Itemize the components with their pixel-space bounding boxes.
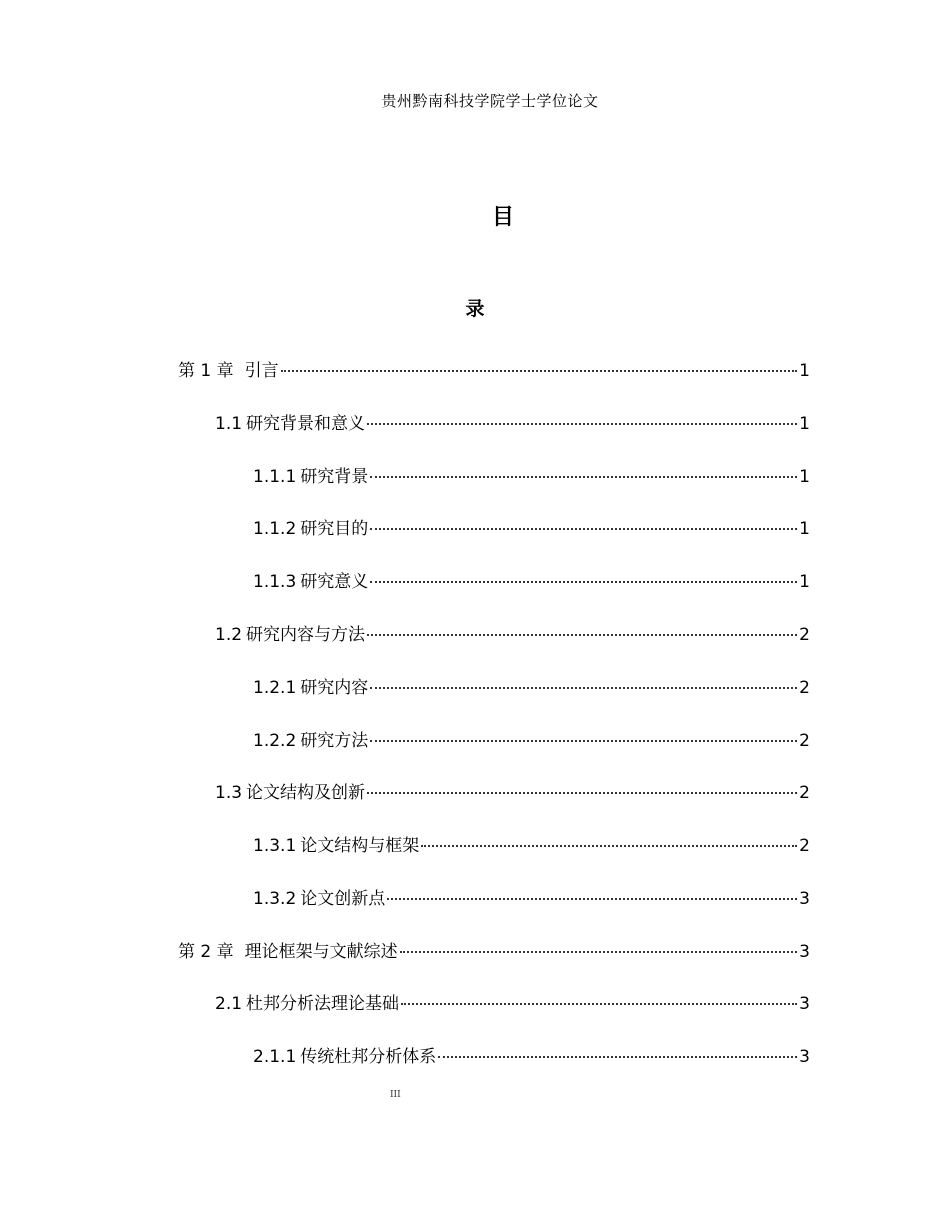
toc-entry-1-2-2[interactable] <box>253 726 810 752</box>
toc-entry-label: 研究背景和意义 <box>246 414 366 434</box>
toc-entry-1-3-2[interactable] <box>253 884 810 910</box>
toc-entry-page: 3 <box>799 994 810 1014</box>
toc-entry-number: 1.2 <box>215 625 243 645</box>
toc-entry-label: 论文结构及创新 <box>246 783 366 803</box>
toc-entry-number: 2.1.1 <box>253 1047 297 1067</box>
toc-entry-page: 1 <box>799 414 810 434</box>
toc-entry-page: 2 <box>799 625 810 645</box>
toc-entry-page: 2 <box>799 678 810 698</box>
toc-title-line2: 录 <box>465 298 485 320</box>
toc-entry-label: 理论框架与文献综述 <box>244 942 398 962</box>
toc-leader-dots <box>367 633 797 636</box>
running-header: 贵州黔南科技学院学士学位论文 <box>381 92 599 110</box>
toc-title-line1: 目 <box>491 205 514 230</box>
toc-leader-dots <box>370 527 797 530</box>
toc-entry-number: 1.2.2 <box>253 731 297 751</box>
toc-entry-number: 1.1.2 <box>253 519 297 539</box>
toc-entry-1-2[interactable] <box>215 620 810 646</box>
toc-entry-number: 1.3.2 <box>253 889 297 909</box>
toc-leader-dots <box>401 1002 797 1005</box>
toc-entry-label: 论文创新点 <box>300 889 386 909</box>
toc-entry-1-1-2[interactable] <box>253 514 810 540</box>
toc-leader-dots <box>421 844 797 847</box>
toc-leader-dots <box>370 686 797 689</box>
toc-entry-chapter-2[interactable] <box>178 937 810 963</box>
toc-entry-page: 2 <box>799 783 810 803</box>
toc-entry-chapter-1[interactable] <box>178 356 810 382</box>
toc-leader-dots <box>387 897 797 900</box>
toc-entry-1-1-1[interactable] <box>253 462 810 488</box>
toc-leader-dots <box>370 580 797 583</box>
toc-entry-label: 研究意义 <box>300 572 369 592</box>
toc-entry-label: 研究内容与方法 <box>246 625 366 645</box>
toc-entry-number: 第 1 章 <box>178 361 234 381</box>
toc-entry-label: 论文结构与框架 <box>300 836 420 856</box>
toc-entry-number: 1.1.1 <box>253 467 297 487</box>
toc-entry-label: 杜邦分析法理论基础 <box>246 994 400 1014</box>
toc-entry-number: 1.3.1 <box>253 836 297 856</box>
toc-entry-page: 3 <box>799 889 810 909</box>
toc-leader-dots <box>370 739 797 742</box>
toc-entry-page: 1 <box>799 467 810 487</box>
toc-entry-label: 研究背景 <box>300 467 369 487</box>
toc-entry-2-1[interactable] <box>215 989 810 1015</box>
toc-entry-page: 1 <box>799 519 810 539</box>
toc-entry-page: 3 <box>799 942 810 962</box>
toc-entry-label: 传统杜邦分析体系 <box>300 1047 437 1067</box>
toc-entry-page: 2 <box>799 731 810 751</box>
toc-entry-label: 研究方法 <box>300 731 369 751</box>
toc-entry-page: 1 <box>799 361 810 381</box>
toc-entry-number: 1.1 <box>215 414 243 434</box>
page-number: III <box>390 1090 401 1100</box>
toc-leader-dots <box>367 422 797 425</box>
toc-leader-dots <box>400 950 798 953</box>
toc-leader-dots <box>367 791 797 794</box>
toc-entry-1-1[interactable] <box>215 409 810 435</box>
toc-leader-dots <box>438 1055 797 1058</box>
toc-entry-number: 1.1.3 <box>253 572 297 592</box>
toc-entry-label: 研究内容 <box>300 678 369 698</box>
toc-entry-number: 第 2 章 <box>178 942 234 962</box>
toc-entry-label: 研究目的 <box>300 519 369 539</box>
toc-entry-number: 1.2.1 <box>253 678 297 698</box>
toc-entry-number: 1.3 <box>215 783 243 803</box>
toc-leader-dots <box>370 475 797 478</box>
toc-entry-1-1-3[interactable] <box>253 567 810 593</box>
toc-entry-1-3-1[interactable] <box>253 831 810 857</box>
toc-entry-page: 2 <box>799 836 810 856</box>
toc-entry-page: 1 <box>799 572 810 592</box>
toc-entry-2-1-1[interactable] <box>253 1042 810 1068</box>
toc-entry-label: 引言 <box>244 361 279 381</box>
toc-leader-dots <box>281 369 798 372</box>
toc-entry-1-2-1[interactable] <box>253 673 810 699</box>
toc-entry-1-3[interactable] <box>215 778 810 804</box>
toc-entry-page: 3 <box>799 1047 810 1067</box>
toc-entry-number: 2.1 <box>215 994 243 1014</box>
